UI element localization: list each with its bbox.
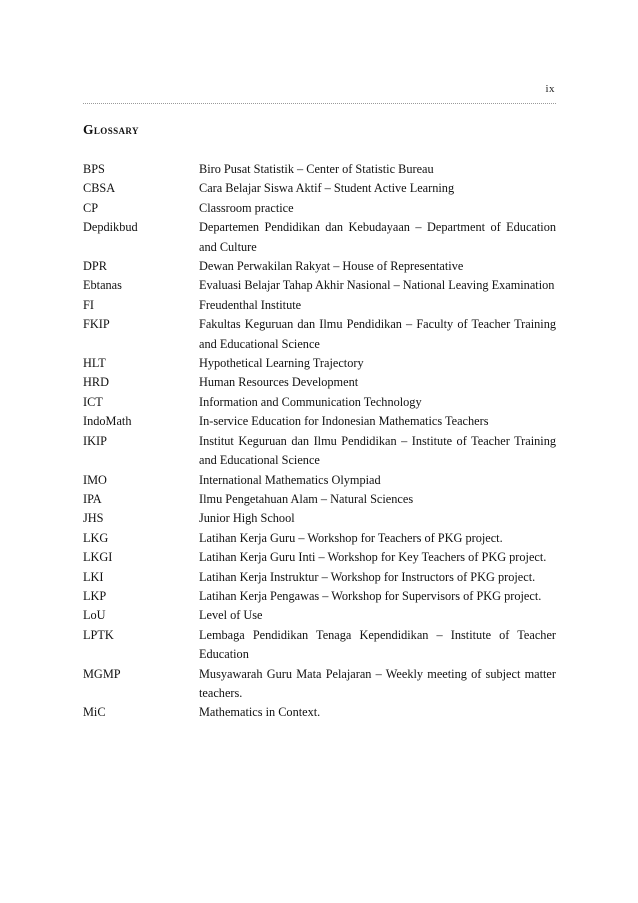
glossary-term: LKP bbox=[83, 588, 107, 603]
glossary-definition: Biro Pusat Statistik – Center of Statistic Bureau bbox=[199, 162, 434, 176]
page-number: ix bbox=[545, 83, 555, 95]
glossary-term: IPA bbox=[83, 491, 102, 506]
glossary-entry bbox=[83, 548, 556, 567]
glossary-definition: Latihan Kerja Guru – Workshop for Teachers of PKG project. bbox=[199, 530, 503, 545]
glossary-term: BPS bbox=[83, 162, 105, 176]
glossary-definition: Information and Communication Technology bbox=[199, 394, 422, 409]
glossary-definition: Musyawarah Guru Mata Pelajaran – Weekly meeting of subject matter teachers. bbox=[199, 666, 556, 700]
glossary-term: FI bbox=[83, 297, 94, 312]
glossary-definition: Freudenthal Institute bbox=[199, 297, 302, 312]
glossary-definition: Departemen Pendidikan dan Kebudayaan – Department of Education and Culture bbox=[199, 220, 556, 254]
glossary-definition: Latihan Kerja Guru Inti – Workshop for Key Teachers of PKG project. bbox=[199, 550, 547, 565]
glossary-definition: Latihan Kerja Instruktur – Workshop for Instructors of PKG project. bbox=[199, 569, 536, 584]
glossary-term: LPTK bbox=[83, 627, 114, 642]
glossary-entry bbox=[83, 276, 556, 295]
glossary-term: Depdikbud bbox=[83, 220, 138, 235]
glossary-list bbox=[83, 160, 556, 723]
glossary-definition: Evaluasi Belajar Tahap Akhir Nasional – National Leaving Examination bbox=[199, 278, 555, 293]
glossary-term: IndoMath bbox=[83, 414, 132, 429]
glossary-entry bbox=[83, 626, 556, 665]
glossary-entry bbox=[83, 509, 556, 528]
glossary-definition: Latihan Kerja Pengawas – Workshop for Supervisors of PKG project. bbox=[199, 588, 542, 603]
glossary-definition: Classroom practice bbox=[199, 200, 294, 215]
glossary-entry bbox=[83, 665, 556, 704]
glossary-definition: Level of Use bbox=[199, 608, 263, 623]
glossary-term: IMO bbox=[83, 472, 107, 487]
glossary-definition: Fakultas Keguruan dan Ilmu Pendidikan – Faculty of Teacher Training and Educational Science bbox=[199, 317, 556, 351]
glossary-term: IKIP bbox=[83, 433, 107, 448]
glossary-entry bbox=[83, 587, 556, 606]
glossary-term: CBSA bbox=[83, 181, 116, 196]
header-divider bbox=[83, 103, 556, 104]
glossary-entry bbox=[83, 703, 556, 722]
glossary-entry bbox=[83, 160, 556, 179]
glossary-term: Ebtanas bbox=[83, 278, 122, 293]
glossary-definition: Human Resources Development bbox=[199, 375, 359, 390]
glossary-entry bbox=[83, 179, 556, 198]
glossary-entry bbox=[83, 199, 556, 218]
glossary-entry bbox=[83, 296, 556, 315]
glossary-entry bbox=[83, 315, 556, 354]
glossary-term: LoU bbox=[83, 608, 106, 623]
glossary-definition: Cara Belajar Siswa Aktif – Student Active Learning bbox=[199, 181, 455, 196]
glossary-term: FKIP bbox=[83, 317, 110, 332]
glossary-term: DPR bbox=[83, 259, 107, 274]
glossary-entry bbox=[83, 354, 556, 373]
glossary-term: HRD bbox=[83, 375, 109, 390]
glossary-entry bbox=[83, 529, 556, 548]
glossary-entry bbox=[83, 568, 556, 587]
glossary-entry bbox=[83, 393, 556, 412]
glossary-title: Glossary bbox=[83, 122, 139, 137]
glossary-definition: Ilmu Pengetahuan Alam – Natural Sciences bbox=[199, 491, 414, 506]
glossary-entry bbox=[83, 606, 556, 625]
glossary-term: HLT bbox=[83, 356, 106, 371]
glossary-entry bbox=[83, 373, 556, 392]
glossary-entry bbox=[83, 432, 556, 471]
glossary-term: LKI bbox=[83, 569, 104, 584]
glossary-term: ICT bbox=[83, 394, 103, 409]
glossary-term: CP bbox=[83, 200, 99, 215]
glossary-term: LKGI bbox=[83, 550, 113, 565]
glossary-definition: Hypothetical Learning Trajectory bbox=[199, 356, 364, 371]
glossary-entry bbox=[83, 218, 556, 257]
glossary-entry bbox=[83, 471, 556, 490]
glossary-definition: Institut Keguruan dan Ilmu Pendidikan – Institute of Teacher Training and Educational Science bbox=[199, 433, 556, 468]
glossary-entry bbox=[83, 257, 556, 276]
glossary-definition: Mathematics in Context. bbox=[199, 705, 321, 720]
glossary-definition: In-service Education for Indonesian Mathematics Teachers bbox=[199, 414, 489, 429]
glossary-entry bbox=[83, 490, 556, 509]
glossary-definition: Dewan Perwakilan Rakyat – House of Representative bbox=[199, 259, 464, 274]
glossary-definition: International Mathematics Olympiad bbox=[199, 472, 381, 487]
glossary-term: MGMP bbox=[83, 666, 121, 681]
glossary-definition: Junior High School bbox=[199, 511, 295, 526]
glossary-term: LKG bbox=[83, 530, 109, 545]
glossary-term: JHS bbox=[83, 511, 104, 526]
glossary-entry bbox=[83, 412, 556, 431]
glossary-definition: Lembaga Pendidikan Tenaga Kependidikan – Institute of Teacher Education bbox=[199, 627, 556, 662]
glossary-term: MiC bbox=[83, 705, 106, 720]
